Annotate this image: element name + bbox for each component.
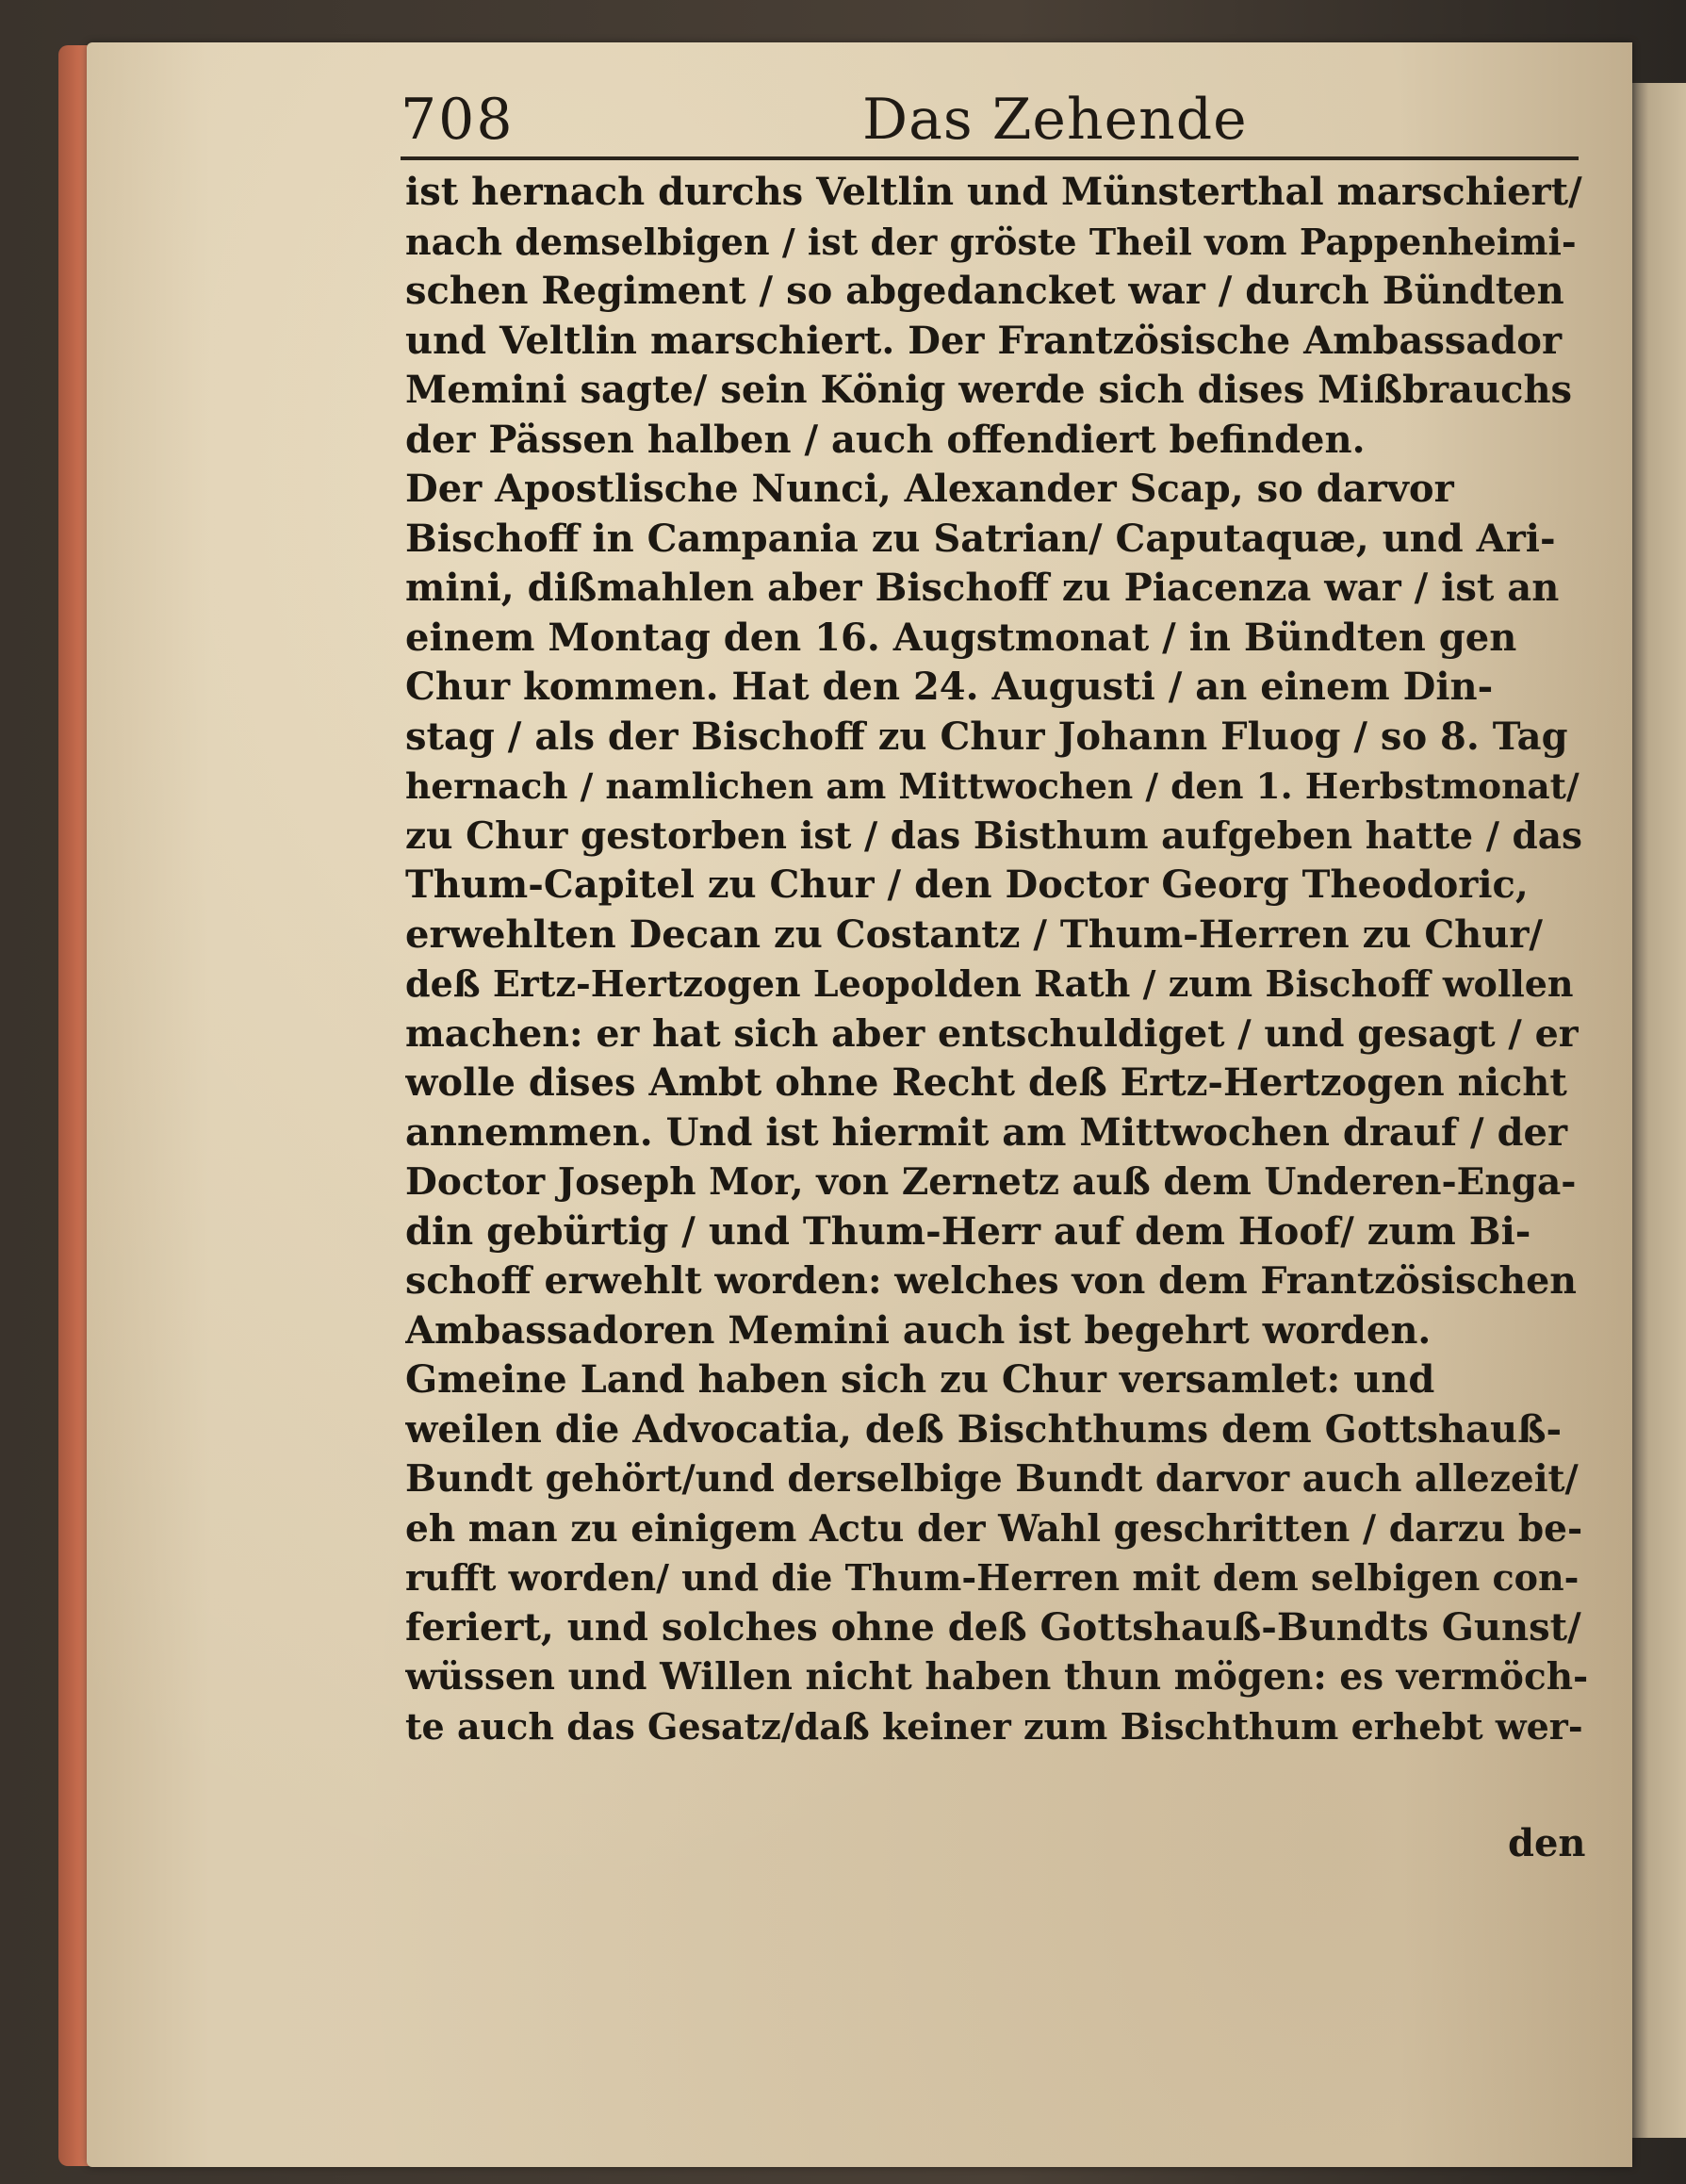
text-line: Ambassadoren Memini auch ist begehrt worden.: [405, 1307, 1432, 1353]
text-line: Gmeine Land haben sich zu Chur versamlet: und: [405, 1357, 1435, 1402]
text-line: Thum-Capitel zu Chur / den Doctor Georg Theodoric,: [405, 862, 1529, 907]
text-line: stag / als der Bischoff zu Chur Johann Fluog / so 8. Tag: [405, 714, 1568, 759]
text-line: machen: er hat sich aber entschuldiget / und gesagt / er: [405, 1011, 1579, 1056]
text-line: wolle dises Ambt ohne Recht deß Ertz-Hertzogen nicht: [405, 1060, 1567, 1105]
text-line: zu Chur gestorben ist / das Bisthum aufgeben hatte / das: [405, 813, 1583, 858]
running-head: Das Zehende: [862, 87, 1248, 153]
text-line: und Veltlin marschiert. Der Frantzösische Ambassador: [405, 318, 1563, 363]
text-line: schen Regiment / so abgedancket war / durch Bündten: [405, 269, 1564, 313]
text-line: Bischoff in Campania zu Satrian/ Caputaquæ, und Ari-: [405, 516, 1556, 561]
text-line: deß Ertz-Hertzogen Leopolden Rath / zum Bischoff wollen: [405, 962, 1574, 1005]
text-line: einem Montag den 16. Augstmonat / in Bündten gen: [405, 615, 1517, 660]
text-line: nach demselbigen / ist der gröste Theil vom Pappenheimi-: [405, 220, 1577, 263]
text-line: te auch das Gesatz/daß keiner zum Bischthum erhebt wer-: [405, 1704, 1583, 1748]
text-line: weilen die Advocatia, deß Bischthums dem Gottshauß-: [405, 1406, 1563, 1452]
catchword: den: [1508, 1821, 1586, 1865]
text-line: Bundt gehört/und derselbige Bundt darvor auch allezeit/: [405, 1457, 1579, 1501]
text-line: Doctor Joseph Mor, von Zernetz auß dem Underen-Enga-: [405, 1160, 1577, 1204]
facing-page-edge: [1632, 83, 1686, 2138]
page-header: [401, 87, 1579, 153]
text-line: der Pässen halben / auch offendiert befinden.: [405, 417, 1366, 462]
text-line: Der Apostlische Nunci, Alexander Scap, so darvor: [405, 467, 1454, 511]
text-line: Chur kommen. Hat den 24. Augusti / an einem Din-: [405, 665, 1494, 709]
text-line: erwehlten Decan zu Costantz / Thum-Herren zu Chur/: [405, 911, 1544, 957]
text-line: eh man zu einigem Actu der Wahl geschritten / darzu be-: [405, 1506, 1583, 1551]
body-text: [405, 168, 1588, 1751]
text-line: Memini sagte/ sein König werde sich dises Mißbrauchs: [405, 368, 1573, 412]
text-line: schoff erwehlt worden: welches von dem Frantzösischen: [405, 1259, 1577, 1303]
text-line: hernach / namlichen am Mittwochen / den 1. Herbstmonat/: [405, 765, 1580, 807]
text-line: ist hernach durchs Veltlin und Münsterthal marschiert/: [405, 170, 1582, 214]
text-line: din gebürtig / und Thum-Herr auf dem Hoof/ zum Bi-: [405, 1208, 1531, 1254]
text-line: wüssen und Willen nicht haben thun mögen: es vermöch-: [405, 1655, 1588, 1699]
text-line: feriert, und solches ohne deß Gottshauß-Bundts Gunst/: [405, 1604, 1581, 1650]
page-number: 708: [401, 87, 515, 153]
text-line: annemmen. Und ist hiermit am Mittwochen drauf / der: [405, 1109, 1568, 1155]
header-rule: [401, 156, 1579, 160]
text-line: rufft worden/ und die Thum-Herren mit dem selbigen con-: [405, 1556, 1580, 1599]
text-line: mini, dißmahlen aber Bischoff zu Piacenza war / ist an: [405, 566, 1560, 610]
